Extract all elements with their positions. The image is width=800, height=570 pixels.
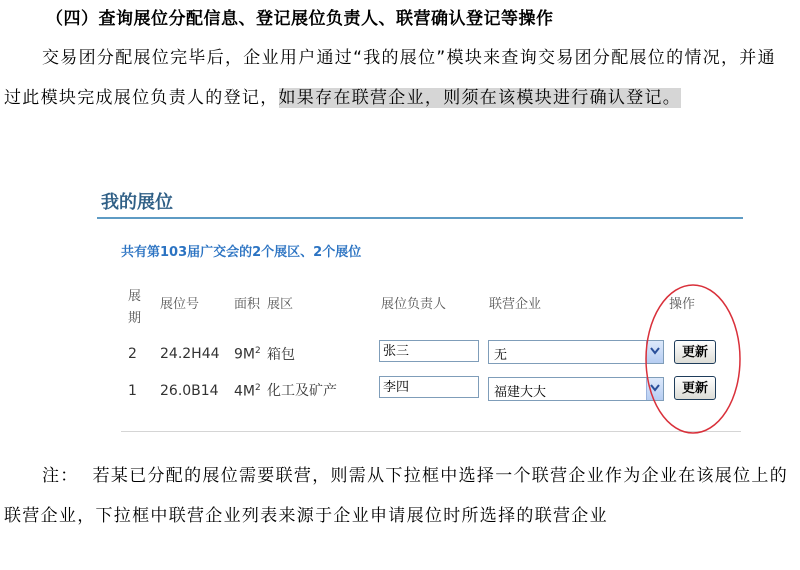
red-annotation-circle [643, 282, 743, 436]
row2-booth-no: 26.0B14 [160, 383, 219, 399]
row1-area: $9M^2$ [234, 346, 261, 363]
title-divider [97, 217, 743, 219]
intro-text: 交易团分配展位完毕后，企业用户通过“我的展位”模块来查询交易团分配展位的情况，并通过此模块完成展位负责人的登记， [4, 48, 776, 108]
column-header-manager: 展位负责人 [381, 297, 447, 312]
row2-partner-value: 福建大大 [494, 385, 547, 400]
row2-update-button[interactable]: 更新 [674, 376, 716, 400]
column-header-period: 展 期 [128, 289, 142, 326]
booth-summary: 共有第103届广交会的2个展区、2个展位 [121, 245, 362, 260]
note-paragraph [4, 456, 794, 536]
row1-partner-select[interactable] [488, 340, 664, 364]
highlighted-text: 如果存在联营企业，则须在该模块进行确认登记。 [278, 88, 682, 108]
row1-partner-value: 无 [494, 348, 508, 363]
row1-booth-no: 24.2H44 [160, 346, 220, 362]
row1-period: 2 [128, 346, 137, 362]
column-header-action: 操作 [669, 297, 696, 312]
row2-zone: 化工及矿产 [267, 383, 337, 399]
column-header-booth-no: 展位号 [160, 297, 200, 312]
row2-partner-select[interactable] [488, 377, 664, 401]
row2-area: $4M^2$ [234, 383, 261, 400]
row1-manager-input[interactable]: 张三 [379, 340, 479, 362]
intro-paragraph [4, 38, 794, 118]
row1-zone: 箱包 [267, 347, 295, 363]
row1-update-button[interactable]: 更新 [674, 340, 716, 364]
note-label: 注： [42, 466, 79, 486]
section-heading: （四）查询展位分配信息、登记展位负责人、联营确认登记等操作 [46, 9, 554, 29]
column-header-partner: 联营企业 [489, 297, 542, 312]
panel-title: 我的展位 [101, 192, 173, 213]
column-header-area: 面积 [234, 297, 261, 312]
column-header-zone: 展区 [267, 297, 294, 312]
note-text: 若某已分配的展位需要联营，则需从下拉框中选择一个联营企业作为企业在该展位上的联营企业，下拉框中联营企业列表来源于企业申请展位时所选择的联营企业 [4, 466, 789, 526]
row2-period: 1 [128, 383, 137, 399]
row2-manager-input[interactable]: 李四 [379, 376, 479, 398]
